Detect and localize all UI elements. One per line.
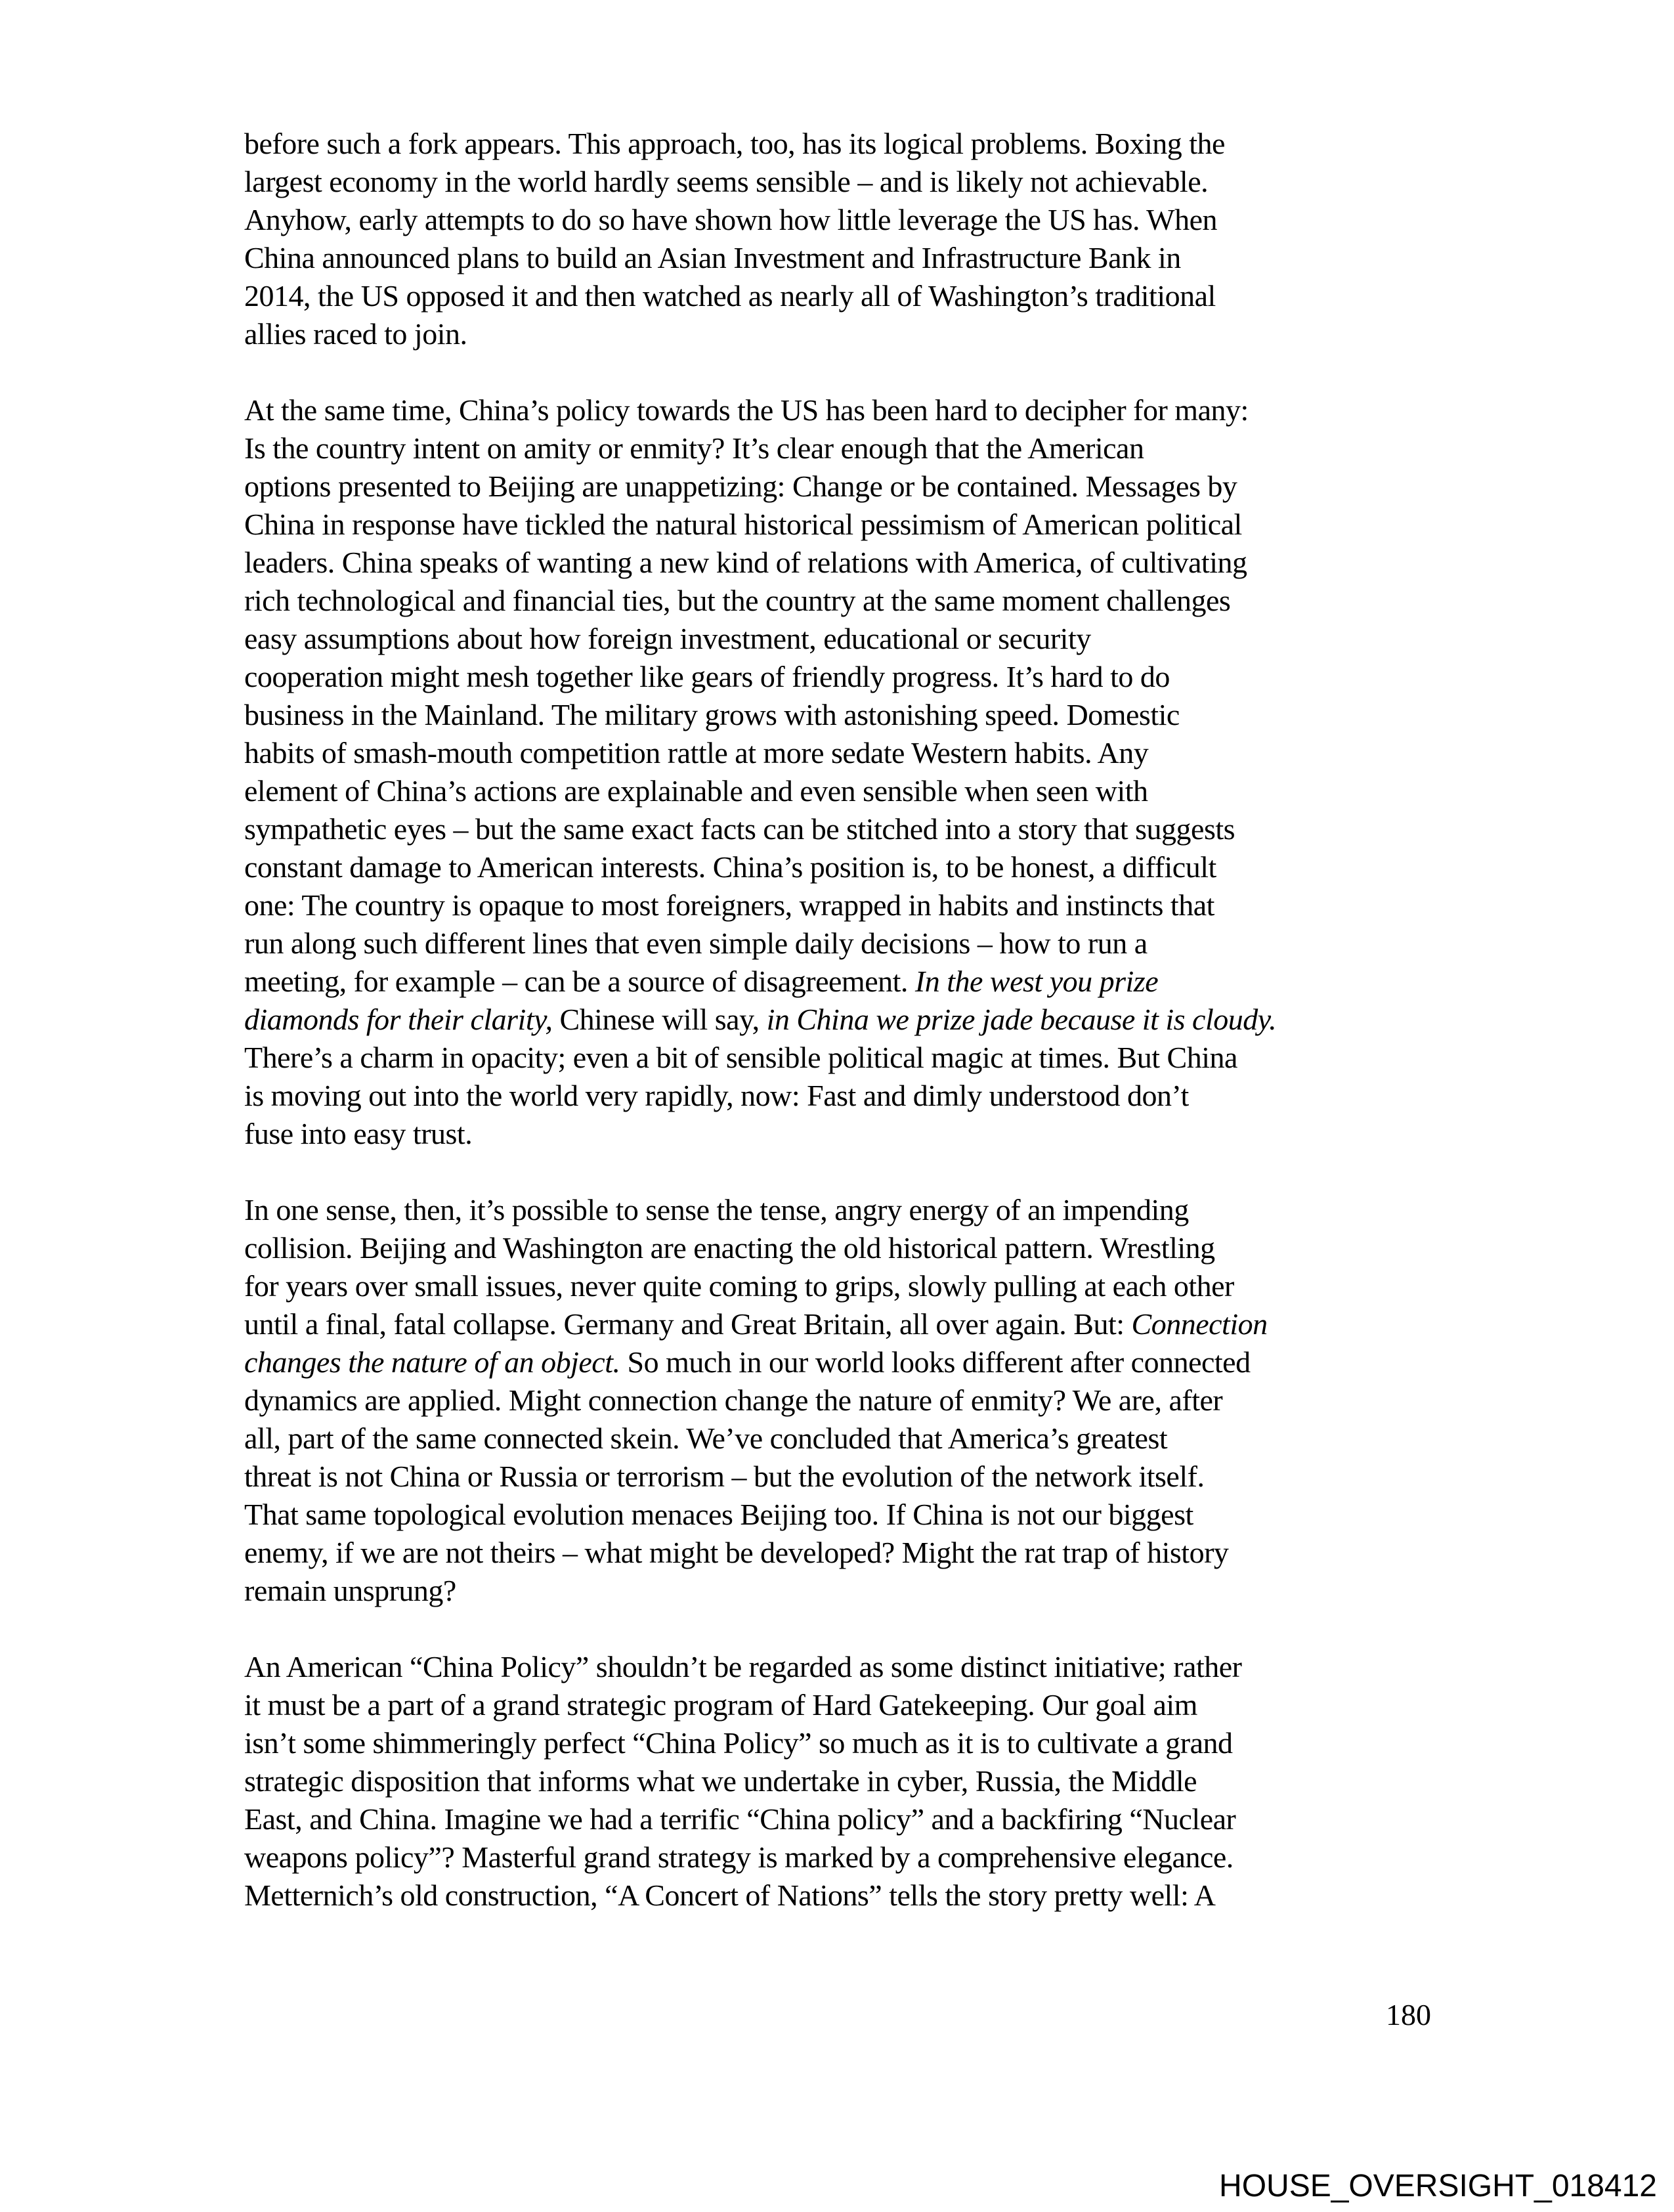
text-line xyxy=(244,1305,1426,1343)
text-line xyxy=(244,1191,1426,1229)
text-run: China announced plans to build an Asian Investment and Infrastructure Bank in xyxy=(244,241,1181,274)
text-line xyxy=(244,125,1426,163)
text-run: habits of smash-mouth competition rattle at more sedate Western habits. Any xyxy=(244,736,1149,770)
text-run: East, and China. Imagine we had a terrific “China policy” and a backfiring “Nuclear xyxy=(244,1802,1236,1836)
text-line xyxy=(244,1648,1426,1686)
text-run: for years over small issues, never quite coming to grips, slowly pulling at each other xyxy=(244,1269,1234,1303)
text-run: In one sense, then, it’s possible to sense the tense, angry energy of an impending xyxy=(244,1193,1189,1226)
text-run: remain unsprung? xyxy=(244,1574,456,1607)
text-line xyxy=(244,1572,1426,1610)
text-line xyxy=(244,1458,1426,1496)
text-run: constant damage to American interests. China’s position is, to be honest, a difficult xyxy=(244,850,1216,884)
italic-text-run: In the west you prize xyxy=(914,965,1159,998)
italic-text-run: in China we prize jade because it is cloudy. xyxy=(766,1003,1277,1036)
text-line xyxy=(244,1496,1426,1534)
paragraph xyxy=(244,125,1426,353)
text-line xyxy=(244,1762,1426,1800)
text-run: business in the Mainland. The military grows with astonishing speed. Domestic xyxy=(244,698,1180,731)
text-line xyxy=(244,1381,1426,1420)
text-run: run along such different lines that even simple daily decisions – how to run a xyxy=(244,926,1148,960)
paragraph xyxy=(244,1191,1426,1610)
italic-text-run: diamonds for their clarity, xyxy=(244,1003,553,1036)
bates-stamp: HOUSE_OVERSIGHT_018412 xyxy=(1219,2169,1657,2203)
text-run: one: The country is opaque to most foreigners, wrapped in habits and instincts that xyxy=(244,888,1214,922)
text-line xyxy=(244,239,1426,277)
text-line xyxy=(244,1001,1426,1039)
text-line xyxy=(244,620,1426,658)
text-run: weapons policy”? Masterful grand strategy is marked by a comprehensive elegance. xyxy=(244,1840,1234,1874)
text-line xyxy=(244,429,1426,467)
text-run: until a final, fatal collapse. Germany and Great Britain, all over again. But: xyxy=(244,1307,1132,1341)
text-run: strategic disposition that informs what we undertake in cyber, Russia, the Middle xyxy=(244,1764,1197,1798)
text-line xyxy=(244,1420,1426,1458)
italic-text-run: changes the nature of an object. xyxy=(244,1345,620,1379)
text-run: So much in our world looks different after connected xyxy=(620,1345,1251,1379)
text-run: leaders. China speaks of wanting a new kind of relations with America, of cultivating xyxy=(244,546,1247,579)
text-run: options presented to Beijing are unappetizing: Change or be contained. Messages by xyxy=(244,469,1237,503)
text-line xyxy=(244,924,1426,963)
text-run: largest economy in the world hardly seems sensible – and is likely not achievable. xyxy=(244,165,1209,198)
text-line xyxy=(244,163,1426,201)
text-line xyxy=(244,467,1426,506)
text-run: all, part of the same connected skein. We’ve concluded that America’s greatest xyxy=(244,1421,1168,1455)
text-line xyxy=(244,1077,1426,1115)
body-text xyxy=(244,125,1426,1915)
text-run: threat is not China or Russia or terrorism – but the evolution of the network itself. xyxy=(244,1460,1205,1493)
text-line xyxy=(244,886,1426,924)
text-line xyxy=(244,506,1426,544)
text-run: isn’t some shimmeringly perfect “China Policy” so much as it is to cultivate a grand xyxy=(244,1726,1233,1760)
text-run: Chinese will say, xyxy=(552,1003,767,1036)
page-number: 180 xyxy=(1386,1998,1431,2031)
text-line xyxy=(244,810,1426,848)
text-line xyxy=(244,315,1426,353)
text-line xyxy=(244,772,1426,810)
text-line xyxy=(244,1115,1426,1153)
text-run: easy assumptions about how foreign investment, educational or security xyxy=(244,622,1091,655)
text-line xyxy=(244,277,1426,315)
text-line xyxy=(244,1267,1426,1305)
text-run: is moving out into the world very rapidly, now: Fast and dimly understood don’t xyxy=(244,1079,1189,1112)
paragraph xyxy=(244,391,1426,1153)
text-line xyxy=(244,1343,1426,1381)
text-run: An American “China Policy” shouldn’t be regarded as some distinct initiative; rather xyxy=(244,1650,1242,1683)
text-run: enemy, if we are not theirs – what might be developed? Might the rat trap of history xyxy=(244,1536,1229,1569)
text-run: allies raced to join. xyxy=(244,317,467,351)
text-run: That same topological evolution menaces Beijing too. If China is not our biggest xyxy=(244,1498,1193,1531)
text-run: rich technological and financial ties, but the country at the same moment challenges xyxy=(244,584,1231,617)
text-run: There’s a charm in opacity; even a bit of sensible political magic at times. But China xyxy=(244,1041,1237,1074)
text-line xyxy=(244,963,1426,1001)
text-line xyxy=(244,1229,1426,1267)
text-line xyxy=(244,658,1426,696)
text-run: China in response have tickled the natural historical pessimism of American political xyxy=(244,508,1242,541)
text-run: collision. Beijing and Washington are enacting the old historical pattern. Wrestling xyxy=(244,1231,1215,1265)
text-run: dynamics are applied. Might connection change the nature of enmity? We are, after xyxy=(244,1383,1223,1417)
text-run: before such a fork appears. This approach, too, has its logical problems. Boxing the xyxy=(244,127,1225,160)
text-line xyxy=(244,696,1426,734)
text-line xyxy=(244,1724,1426,1762)
text-run: cooperation might mesh together like gears of friendly progress. It’s hard to do xyxy=(244,660,1170,693)
text-line xyxy=(244,1876,1426,1915)
text-line xyxy=(244,1838,1426,1876)
text-run: At the same time, China’s policy towards the US has been hard to decipher for many: xyxy=(244,393,1249,427)
text-run: Anyhow, early attempts to do so have shown how little leverage the US has. When xyxy=(244,203,1218,236)
text-run: 2014, the US opposed it and then watched as nearly all of Washington’s traditional xyxy=(244,279,1216,313)
text-run: meeting, for example – can be a source of disagreement. xyxy=(244,965,915,998)
text-line xyxy=(244,1686,1426,1724)
text-run: fuse into easy trust. xyxy=(244,1117,473,1150)
text-line xyxy=(244,201,1426,239)
text-line xyxy=(244,582,1426,620)
text-run: element of China’s actions are explainable and even sensible when seen with xyxy=(244,774,1148,808)
text-run: Is the country intent on amity or enmity? It’s clear enough that the American xyxy=(244,431,1144,465)
text-line xyxy=(244,848,1426,886)
text-line xyxy=(244,391,1426,429)
paragraph xyxy=(244,1648,1426,1915)
text-line xyxy=(244,544,1426,582)
text-line xyxy=(244,1800,1426,1838)
text-run: sympathetic eyes – but the same exact facts can be stitched into a story that suggests xyxy=(244,812,1235,846)
text-line xyxy=(244,1039,1426,1077)
text-run: it must be a part of a grand strategic program of Hard Gatekeeping. Our goal aim xyxy=(244,1688,1197,1722)
italic-text-run: Connection xyxy=(1131,1307,1268,1341)
text-line xyxy=(244,734,1426,772)
text-run: Metternich’s old construction, “A Concert of Nations” tells the story pretty well: A xyxy=(244,1878,1216,1912)
text-line xyxy=(244,1534,1426,1572)
